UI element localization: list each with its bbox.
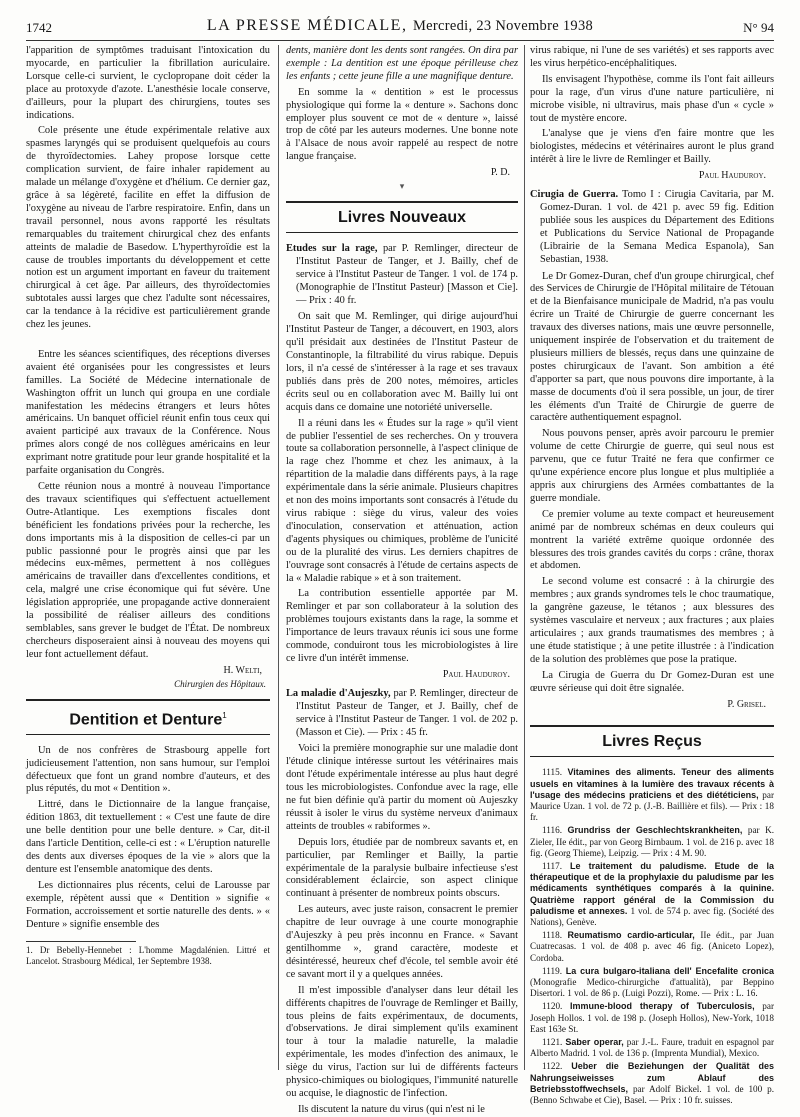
received-book-entry: [530, 966, 774, 1000]
paragraph: Nous pouvons penser, après avoir parcouru le premier volume de cette Chirurgie de guerre, qui seul nous est parvenu, que ce futur Traité ne fera que confirmer ce qu'une expérience encore plus longue et plus multipliée a appris aux chirurgiens des Armées combattantes de la guerre mondiale.: [530, 428, 774, 504]
section-heading-dentition: [26, 699, 270, 735]
author-signature: Paul Hauduroy.: [698, 170, 766, 182]
received-book-entry: [530, 861, 774, 928]
entry-title: Immune-blood therapy of Tuberculosis,: [570, 1001, 755, 1012]
book-entry-heading: [286, 243, 518, 308]
paragraph: Le second volume est consacré : à la chirurgie des membres ; aux grands syndromes tels le choc traumatique, la gangrène gazeuse, le tétanos ; aux blessures des systèmes vasculaire et nerveux ; aux fractures ; aux plaies articulaires ; aux grands traumatismes des membres ; à une étude statistique ; à une petite illustrée : à l'indication de la solution des problèmes que pose la pratique.: [530, 576, 774, 665]
issue-number: N° 94: [743, 20, 774, 35]
paragraph: La contribution essentielle apportée par M. Remlinger et par son collaborateur à la solution des problèmes toujours existants dans la rage, la somme et l'importance de leurs travaux réunis ici sous une forme commode, conduiront tous les microbiologistes à lire ce livre d'un intérêt immense.: [286, 588, 518, 664]
column-rule: [524, 45, 525, 1070]
paragraph: Un de nos confrères de Strasbourg appelle fort judicieusement l'attention, non sans humour, sur l'emploi défectueux que font un grand nombre d'auteurs, et des plus réputés, du mot « Dentition ».: [26, 744, 270, 795]
book-entry-heading: [530, 189, 774, 266]
paragraph: dents, manière dont les dents sont rangées. On dira par exemple : La dentition est une époque périlleuse chez les enfants ; cette jeune fille a une magnifique denture.: [286, 45, 518, 82]
book-details: Tomo I : Cirugia Cavitaria, par M. Gomez-Duran. 1 vol. de 421 p. avec 59 fig. Edition publiée sous les auspices du Département des Editions et Publications du Service National de Propagande (Librairie de la Semana Medica Espanola), San Sebastian, 1938.: [540, 189, 774, 265]
entry-details: par Joseph Hollos. 1 vol. de 198 p. (Joseph Hollos), New-York, 1018 East 163e St.: [530, 1001, 775, 1034]
paragraph: Voici la première monographie sur une maladie dont l'étude clinique intéresse surtout les vétérinaires mais dont l'étude expérimentale intéresse au plus haut degré tous les microbiologistes. Confondue avec la rage, elle ne fut bien définie qu'à partir du moment où Aujeszky réussit à isoler le virus du système nerveux d'animaux atteints de troubles « rabiformes ».: [286, 743, 518, 832]
book-title: Etudes sur la rage,: [286, 242, 378, 254]
received-book-entry: [530, 1037, 774, 1059]
paragraph: Entre les séances scientifiques, des réceptions diverses avaient été organisées pour les congressistes et leurs familles. La Société de Médecine internationale de Washington offrit un lunch qui groupa en une cordiale manifestation les médecins étrangers et leurs hôtes américains. Un banquet officiel réunit enfin tous ceux qui avaient participé aux travaux de la Conférence. Nous prîmes alors congé de nos collègues américains en leur exprimant notre gratitude pour leur grande hospitalité et la parfaite organisation du Congrès.: [26, 348, 270, 477]
journal-title: [26, 17, 774, 35]
footnote: 1. Dr Bebelly-Hennebet : L'homme Magdalénien. Littré et Lancelot. Strasbourg Médical, 1er Septembre 1938.: [26, 945, 270, 967]
paragraph: virus rabique, ni l'une de ses variétés) et ses rapports avec les virus herpético-encéphalitiques.: [530, 45, 774, 69]
entry-details: par Maurice Uzan. 1 vol. de 72 p. (J.-B. Baillière et fils). — Prix : 18 fr.: [530, 789, 775, 823]
column-middle: [286, 45, 519, 1115]
entry-details: IIe édit., par Juan Cuatrecasas. 1 vol. de 408 p. avec 46 fig. (Aniceto Lopez), Cordoba.: [530, 930, 775, 963]
footnote-marker: 1: [222, 710, 227, 720]
paragraph: En somme la « dentition » est le processus physiologique qui forme la « denture ». Sachons donc employer plus souvent ce mot de « denture », laissé trop de côté par les auteurs modernes. Une bonne note à l'Alsace de nous avoir rappelé au respect de notre langue française.: [286, 86, 518, 163]
paragraph: La Cirugia de Guerra du Dr Gomez-Duran est une œuvre sérieuse qui doit être signalée.: [530, 669, 774, 694]
paragraph: Ils discutent la nature du virus (qui n'est ni le: [298, 1103, 485, 1115]
entry-title: Vitamines des aliments. Teneur des aliments usuels en vitamines à la lumière des travaux récents à l'usage des médecins praticiens et des diététiciens,: [530, 767, 775, 800]
book-entry-heading: [286, 688, 518, 740]
book-details: par P. Remlinger, directeur de l'Institut Pasteur de Tanger, et J. Bailly, chef de service à l'Institut Pasteur de Tanger. 1 vol. de 174 p. (Monographie de l'Institut Pasteur) [Masson et Cie]. — Prix : 40 fr.: [296, 242, 519, 306]
page-number: 1742: [26, 20, 52, 35]
entry-title: Saber operar,: [565, 1036, 624, 1047]
paragraph: Depuis lors, étudiée par de nombreux savants et, en particulier, par Remlinger et Bailly, la partie expérimentale de la paralysie bulbaire infectieuse s'est considérablement éclaircie, son aspect clinique continuant à présenter de nombreux points obscurs.: [286, 836, 518, 900]
author-signature: P. Grisel.: [727, 698, 766, 710]
received-books-list: [530, 767, 774, 1106]
entry-details: par Adolf Bickel. 1 vol. de 100 p. (Benno Schwabe et Cie), Basel. — Prix : 10 fr. suisses.: [530, 1083, 775, 1105]
entry-number: 1119.: [542, 965, 562, 976]
entry-title: Reumatismo cardio-articular,: [567, 930, 695, 941]
received-book-entry: [530, 1001, 774, 1035]
entry-details: 1 vol. de 574 p. avec fig. (Société des Nations), Genève.: [530, 905, 775, 927]
book-title: La maladie d'Aujeszky,: [286, 687, 391, 699]
entry-number: 1120.: [542, 1001, 563, 1012]
book-title: Cirugia de Guerra.: [530, 189, 619, 201]
paragraph: Les auteurs, avec juste raison, consacrent le premier chapitre de leur ouvrage à une courte monographie d'Aujeszky à peu près inconnu en France. « Savant gentilhomme », grand caractère, modeste et désintéressé, heureux chef d'école, tel semble avoir été ce savant mort il y a quelques années.: [286, 904, 518, 980]
paragraph: Les dictionnaires plus récents, celui de Larousse par exemple, répètent aussi que « Dentition » signifie « Formation, accroissement et sortie naturelle des dents. » « Denture » signifie ensemble des: [26, 879, 270, 930]
entry-number: 1116.: [542, 825, 562, 836]
received-book-entry: [530, 767, 774, 823]
paragraph: Il a réuni dans les « Études sur la rage » qu'il vient de publier l'essentiel de ses recherches. On y trouvera toute sa collaboration personnelle, à l'aspect clinique de la rage chez l'homme et chez les animaux, à la répartition de la maladie dans différents pays, à la rage expérimentale dans la série animale. Plusieurs chapitres et non des moins importants sont consacrés à l'étude du virus rabique : siège du virus, valeur des voies d'inoculation, conservation et atténuation, action d'agents physiques ou chimiques, problème de l'unicité ou de la pluralité des virus. Les derniers chapitres de l'ouvrage sont consacrés à l'étude de certains aspects de la « Maladie rabique » et à son traitement.: [286, 417, 518, 584]
section-heading-livres-recus: Livres Reçus: [530, 725, 774, 757]
issue-date: Mercredi, 23 Novembre 1938: [412, 18, 594, 34]
entry-details: par K. Zieler, IIe édit., par von Georg Birnbaum. 1 vol. de 216 p. avec 18 fig. (Georg Thieme), Leipzig. — Prix : 4 M. 90.: [530, 825, 775, 858]
paragraph: l'apparition de symptômes traduisant l'intoxication du myocarde, en particulier la fibrillation auriculaire. Lorsque celle-ci survient, le cyclopropane doit céder la place au protoxyde d'azote. L'anesthésie locale conserve, d'ailleurs, pour la plupart des chirurgiens, toutes ses indications.: [26, 45, 270, 121]
entry-title: La cura bulgaro-italiana dell' Encefalite cronica: [565, 965, 775, 976]
entry-number: 1121.: [542, 1036, 563, 1047]
entry-number: 1117.: [542, 860, 562, 871]
paragraph: L'analyse que je viens d'en faire montre que les biologistes, médecins et vétérinaires auront le plus grand intérêt à lire le livre de Remlinger et Bailly.: [530, 128, 774, 166]
book-details: par P. Remlinger, directeur de l'Institut Pasteur de Tanger, et J. Bailly, chef de service à l'Institut Pasteur de Tanger. 1 vol. de 202 p. (Masson et Cie). — Prix : 45 fr.: [296, 687, 518, 738]
section-heading-livres-nouveaux: Livres Nouveaux: [286, 201, 518, 233]
entry-number: 1115.: [542, 767, 562, 778]
paragraph: Il m'est impossible d'analyser dans leur détail les différents chapitres de l'ouvrage de Remlinger et Bailly, tous pleins de faits expérimentaux, de documents, d'observations. Je dirai simplement qu'ils examinent tour à tour la maladie naturelle, la maladie expérimentale, les modes d'infection des animaux, le siège du virus, l'action sur lui de différents facteurs physico-chimiques ou biologiques, l'immunité naturelle ou acquise, le diagnostic de l'infection.: [286, 984, 518, 1099]
entry-title: Le traitement du paludisme. Etude de la thérapeutique et de la prophylaxie du paludisme par les médicaments synthétiques comparés à la quinine. Quatrième rapport général de la Commission du paludisme et annexes.: [530, 860, 774, 916]
received-book-entry: [530, 1061, 774, 1106]
section-title: Dentition et Denture: [69, 710, 223, 728]
column-right: [530, 45, 775, 1105]
entry-details: par J.-L. Faure, traduit en espagnol par Alberto Madrid. 1 vol. de 136 p. (Imprenta Mundial), Mexico.: [530, 1036, 775, 1059]
received-book-entry: [530, 825, 774, 859]
author-signature: H. Welti,: [223, 664, 262, 676]
entry-details: (Monografie Medico-chirurgiche d'attualità), par Beppino Disertori. 1 vol. de 86 p. (Luigi Pozzi), Rome. — Prix : L. 16.: [530, 976, 774, 999]
paragraph: Ils envisagent l'hypothèse, comme ils l'ont fait ailleurs pour la rage, d'un virus d'une nature particulière, ni microbe visible, ni ultravirus, mais phase d'un « cycle » tout de mystère encore.: [530, 73, 774, 124]
author-title: Chirurgien des Hôpitaux.: [174, 678, 266, 689]
paragraph: Ce premier volume au texte compact et heureusement animé par de nombreux schémas en deux couleurs qui montrent la variété extrême quoique ordonnée des blessures des trois grandes cavités du corps : crâne, thorax et abdomen.: [530, 508, 774, 572]
entry-title: Grundriss der Geschlechtskrankheiten,: [567, 825, 743, 836]
paragraph: Le Dr Gomez-Duran, chef d'un groupe chirurgical, chef des Services de Chirurgie de l'Hôpital militaire de Tétouan et de la Bienfaisance municipale de Madrid, n'a pas voulu écrire un Traité de Chirurgie de guerre concernant les travaux des diverses nations, mais une œuvre personnelle, uniquement inspirée de l'observation et du traitement de plusieurs milliers de blessés, reçus dans une quinzaine de postes chirurgicaux de l'avant. Son ambition a été d'apporter sa part, que nous pouvons dire importante, à la masse de documents d'où il sera possible, un jour, de tirer les éléments d'un Traité de Chirurgie de guerre de caractère authentiquement espagnol.: [530, 270, 774, 424]
journal-name: LA PRESSE MÉDICALE,: [206, 17, 408, 34]
paragraph: On sait que M. Remlinger, qui dirige aujourd'hui l'Institut Pasteur de Tanger, a découvert, en 1903, alors qu'il présidait aux destinées de l'Institut Pasteur de Constantinople, la filtrabilité du virus rabique. Depuis lors, il n'a cessé de s'intéresser à la rage et ses travaux publiés dans près de 200 notes, mémoires, articles écrits seul ou en collaboration avec M. Bailly lui ont acquis dans ce domaine une notoriété universelle.: [286, 311, 518, 413]
entry-title: Ueber die Beziehungen der Qualität des Nahrungseiweisses zum Ablauf des Betriebsstoffwechsels,: [530, 1061, 775, 1094]
footnote-rule: [26, 941, 136, 942]
column-rule: [278, 45, 279, 1070]
ornament-divider: ▾: [399, 181, 405, 192]
page-header: [26, 14, 774, 41]
paragraph: Cette réunion nous a montré à nouveau l'importance des travaux scientifiques qui s'effectuent actuellement Outre-Atlantique. Les exemptions fiscales dont bénéficient les fondations privées pour la recherche, les dons importants mis à la disposition de celles-ci par un public passionné pour le progrès ainsi que par les médecins eux-mêmes, permettent à nos collègues américains de travailler dans d'excellentes conditions, et cela, malgré une crise économique qui fut sévère. Une législation appropriée, une propagande active donneraient la possibilité de réaliser ailleurs des conditions semblables, sans grever le budget de l'État. De nombreux chercheurs disposeraient ainsi à nouveau des moyens qui leur font actuellement défaut.: [26, 481, 270, 660]
column-left: [26, 45, 270, 1075]
entry-number: 1122.: [542, 1061, 563, 1072]
entry-number: 1118.: [542, 930, 562, 941]
paragraph: Cole présente une étude expérimentale relative aux spasmes laryngés qui se produisent quelquefois au cours de thyroïdectomies. Lahey propose lorsque cette complication survient, de faire inhaler rapidement au malade un mélange d'oxygène et d'hélium. Ce dernier gaz, grâce à sa légèreté, facilite en effet la diffusion de l'oxygène au niveau de l'arbre respiratoire. Enfin, dans un travail personnel, nous avons rapporté les résultats remarquables du traitement chirurgical chez des enfants atteints de maladie de Basedow. L'hyperthyroïdie est la cause de troubles importants du développement et cette notion est un argument important en faveur du traitement chirurgical à cet âge. Par ailleurs, des thyroïdectomies subtotales aussi larges que chez l'adulte sont nécessaires, car la tendance à la récidive est particulièrement grande chez les jeunes.: [26, 125, 270, 331]
received-book-entry: [530, 930, 774, 964]
author-signature: Paul Hauduroy.: [442, 668, 510, 680]
paragraph: Littré, dans le Dictionnaire de la langue française, édition 1863, dit textuellement : « C'est une faute de dire une belle dentition pour une belle denture. » Car, dit-il dans l'article Dentition, celle-ci est : « L'éruption naturelle des dents aux diverses époques de la vie » alors que la denture est l'ensemble anatomique des dents.: [26, 799, 270, 875]
author-signature: P. D.: [490, 167, 510, 179]
